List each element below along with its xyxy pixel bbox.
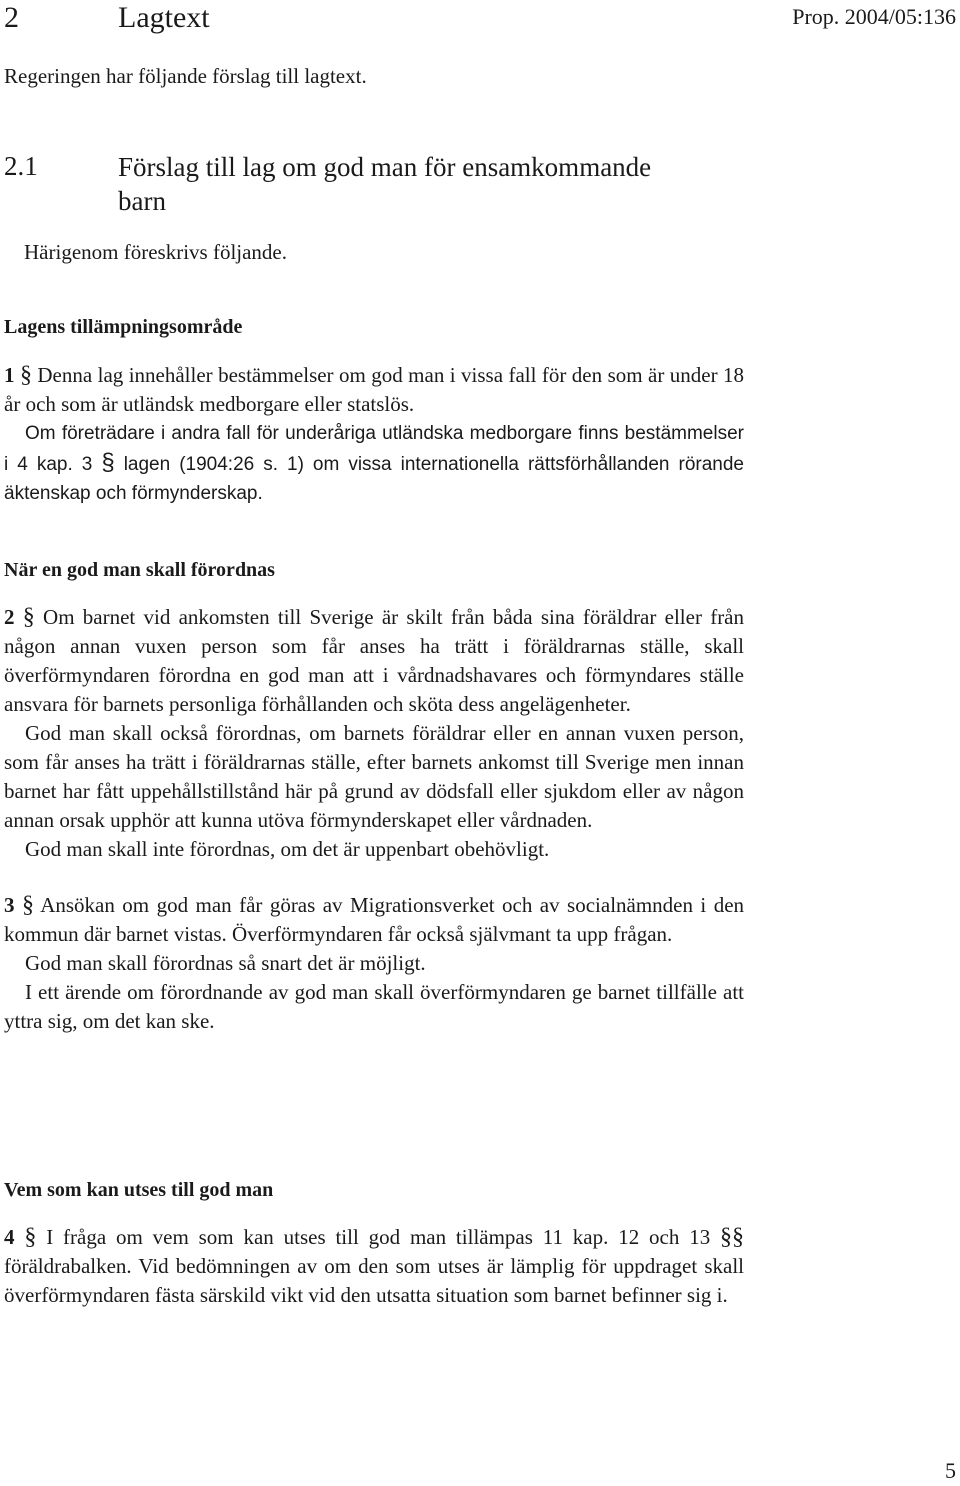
heading-appointment: När en god man skall förordnas — [4, 559, 275, 581]
chapter-number: 2 — [4, 1, 19, 34]
paragraph-3-second: God man skall förordnas så snart det är möjligt. — [25, 951, 426, 975]
paragraph-1-text2: Om företrädare i andra fall för underåriga utländska medborgare finns bestämmelser i 4 kap. 3 — [4, 423, 744, 475]
paragraph-4-text2: föräldrabalken. Vid bedömningen av om den som utses är lämplig för uppdraget skall överförmyndaren fästa särskild vikt vid den utsatta situation som barnet befinner sig i. — [4, 1254, 744, 1307]
paragraph-3-number: 3 — [4, 893, 15, 917]
intro-text: Regeringen har följande förslag till lagtext. — [4, 64, 367, 88]
section-title-line1: Förslag till lag om god man för ensamkommande — [118, 152, 652, 182]
page-number: 5 — [945, 1458, 956, 1483]
paragraph-3-third: I ett ärende om förordnande av god man skall överförmyndaren ge barnet tillfälle att yttra sig, om det kan ske. — [4, 980, 744, 1033]
section-sign-icon: § — [19, 362, 32, 388]
enactment-clause: Härigenom föreskrivs följande. — [24, 240, 288, 264]
section-sign-icon: § — [22, 604, 35, 630]
appointment-section — [4, 556, 744, 1036]
section-sign-icon: §§ — [720, 1224, 745, 1250]
heading-eligibility: Vem som kan utses till god man — [4, 1179, 274, 1201]
eligibility-section — [4, 1176, 744, 1310]
paragraph-2-text: Om barnet vid ankomsten till Sverige är skilt från båda sina föräldrar eller från någon annan vuxen person som får anses ha trätt i föräldrarnas ställe, skall överförmyndaren förordna en god man att i vårdnadshavares och förmyndares ställe ansvara för barnets personliga förhållanden och sköta dess angelägenheter. — [4, 605, 745, 716]
paragraph-1-number: 1 — [4, 363, 15, 387]
paragraph-1 — [4, 361, 744, 419]
chapter-title: Lagtext — [118, 1, 210, 34]
section-title-line2: barn — [118, 186, 166, 216]
section-title — [118, 150, 738, 218]
paragraph-2 — [4, 603, 744, 719]
scope-section — [4, 313, 744, 508]
paragraph-4-text: I fråga om vem som kan utses till god man tillämpas 11 kap. 12 och 13 — [46, 1225, 711, 1249]
section-sign-icon: § — [21, 892, 34, 918]
section-number: 2.1 — [4, 151, 38, 181]
section-sign-icon: § — [24, 1224, 37, 1250]
section-sign-icon: § — [101, 449, 115, 476]
paragraph-1-text2b: lagen (1904:26 s. 1) om vissa internationella rättsförhållanden rörande äktenskap och förmynderskap. — [4, 454, 744, 504]
paragraph-4 — [4, 1223, 744, 1310]
paragraph-3-text: Ansökan om god man får göras av Migrationsverket och av socialnämnden i den kommun där barnet vistas. Överförmyndaren får också självmant ta upp frågan. — [4, 893, 745, 946]
paragraph-1-text: Denna lag innehåller bestämmelser om god man i vissa fall för den som är under 18 år och som är utländsk medborgare eller statslös. — [4, 363, 744, 416]
paragraph-2-second: God man skall också förordnas, om barnets föräldrar eller en annan vuxen person, som får anses ha trätt i föräldrarnas ställe, efter barnets ankomst till Sverige men innan barnet har fått uppehållstillstånd här på grund av dödsfall eller sjukdom eller av någon annan orsak upphör att kunna utöva förmynderskapet eller vårdnaden. — [4, 721, 744, 832]
paragraph-4-number: 4 — [4, 1225, 15, 1249]
heading-scope: Lagens tillämpningsområde — [4, 316, 243, 338]
proposition-reference: Prop. 2004/05:136 — [792, 4, 956, 29]
paragraph-2-third: God man skall inte förordnas, om det är uppenbart obehövligt. — [25, 837, 550, 861]
paragraph-1-continuation — [4, 419, 744, 508]
paragraph-2-number: 2 — [4, 605, 15, 629]
paragraph-3 — [4, 891, 744, 949]
